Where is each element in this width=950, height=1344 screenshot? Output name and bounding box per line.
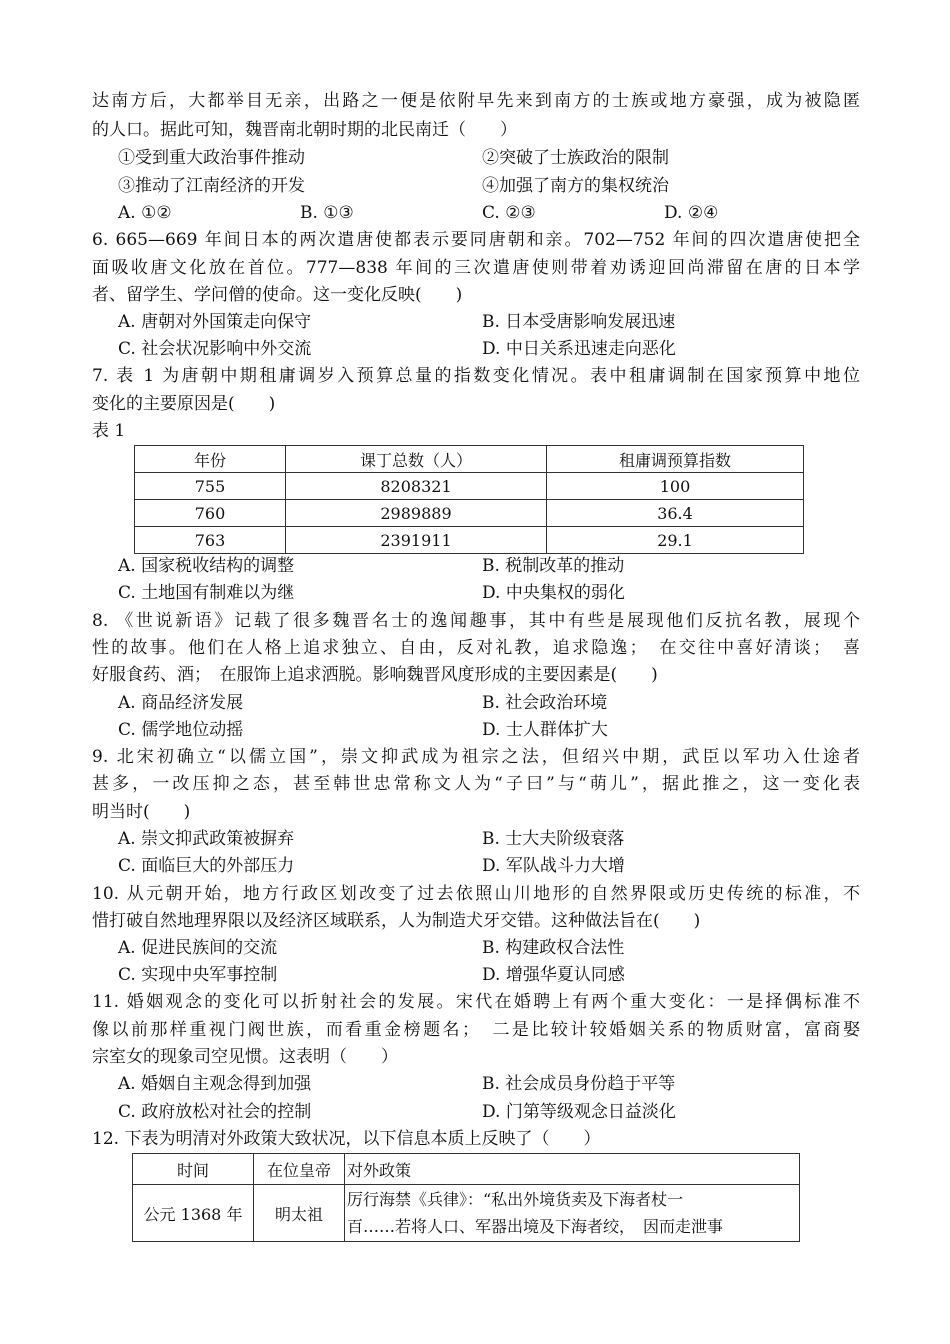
q11-option-c: C. 政府放松对社会的控制: [118, 1102, 312, 1122]
q7-table-label: 表 1: [92, 421, 126, 441]
q8-option-d: D. 士人群体扩大: [482, 720, 608, 740]
q6-option-a: A. 唐朝对外国策走向保守: [118, 312, 312, 332]
q5-item: ③推动了江南经济的开发: [118, 176, 305, 196]
q11-stem-line: 像以前那样重视门阀世族，而看重金榜题名； 二是比较计较婚姻关系的物质财富，富商娶: [92, 1020, 860, 1040]
q6-option-d: D. 中日关系迅速走向恶化: [482, 339, 676, 359]
table-row: [133, 1185, 800, 1242]
q6-option-c: C. 社会状况影响中外交流: [118, 339, 312, 359]
q9-option-c: C. 面临巨大的外部压力: [118, 856, 295, 876]
table-cell: 755: [135, 473, 286, 500]
q10-option-c: C. 实现中央军事控制: [118, 965, 278, 985]
q9-option-d: D. 军队战斗力大增: [482, 856, 625, 876]
table-cell: 公元 1368 年: [133, 1185, 254, 1242]
q9-stem-line: 9. 北宋初确立“以儒立国”，崇文抑武成为祖宗之法，但绍兴中期，武臣以军功入仕途者: [92, 747, 860, 767]
table-header-row: [133, 1154, 800, 1185]
q10-option-d: D. 增强华夏认同感: [482, 965, 625, 985]
q11-stem-line: 11. 婚姻观念的变化可以折射社会的发展。宋代在婚聘上有两个重大变化：一是择偶标准不: [92, 992, 860, 1012]
q5-item: ①受到重大政治事件推动: [118, 148, 305, 168]
q8-option-c: C. 儒学地位动摇: [118, 720, 244, 740]
table-cell: 760: [135, 500, 286, 527]
q7-option-d: D. 中央集权的弱化: [482, 583, 625, 603]
q9-option-b: B. 士大夫阶级衰落: [482, 829, 625, 849]
table-cell: 29.1: [547, 527, 804, 554]
q12-stem: 12. 下表为明清对外政策大致状况，以下信息本质上反映了（ ）: [92, 1129, 601, 1149]
q7-option-b: B. 税制改革的推动: [482, 556, 625, 576]
q10-stem-line: 惜打破自然地理界限以及经济区域联系，人为制造犬牙交错。这种做法旨在( ): [92, 911, 701, 931]
policy-line: 百……若将人口、军器出境及下海者绞， 因而走泄事: [347, 1217, 724, 1236]
table-row: [135, 500, 804, 527]
q11-stem-line: 宗室女的现象司空见惯。这表明（ ）: [92, 1047, 398, 1067]
q7-data-table: [134, 445, 804, 554]
q10-stem-line: 10. 从元朝开始，地方行政区划改变了过去依照山川地形的自然界限或历史传统的标准，不: [92, 884, 860, 904]
q5-stem-line: 达南方后，大都举目无亲，出路之一便是依附早先来到南方的士族或地方豪强，成为被隐匿: [92, 91, 860, 111]
policy-cell: [345, 1185, 800, 1242]
q9-option-a: A. 崇文抑武政策被摒弃: [118, 829, 295, 849]
table-cell: 2391911: [286, 527, 547, 554]
q5-option-d: D. ②④: [664, 203, 719, 223]
q5-item: ②突破了士族政治的限制: [482, 148, 669, 168]
q7-option-a: A. 国家税收结构的调整: [118, 556, 295, 576]
q9-stem-line: 明当时( ): [92, 802, 191, 822]
table-cell: 100: [547, 473, 804, 500]
table-header: 租庸调预算指数: [547, 446, 804, 473]
table-header: 时间: [133, 1154, 254, 1185]
table-header-row: [135, 446, 804, 473]
table-cell: 明太祖: [254, 1185, 345, 1242]
q8-option-b: B. 社会政治环境: [482, 693, 608, 713]
q9-stem-line: 甚多，一改压抑之态，甚至韩世忠常称文人为“子曰”与“萌儿”，据此推之，这一变化表: [92, 774, 860, 794]
q7-stem-line: 变化的主要原因是( ): [92, 394, 276, 414]
q6-stem-line: 面吸收唐文化放在首位。777—838 年间的三次遣唐使则带着劝诱迎回尚滞留在唐的日本学: [92, 258, 860, 278]
q6-stem-line: 6. 665—669 年间日本的两次遣唐使都表示要同唐朝和亲。702—752 年间的四次遣唐使把全: [92, 230, 860, 250]
q5-option-c: C. ②③: [482, 203, 536, 223]
q8-stem-line: 性的故事。他们在人格上追求独立、自由，反对礼教，追求隐逸； 在交往中喜好清谈； 喜: [92, 638, 860, 658]
table-row: [135, 527, 804, 554]
table-header: 对外政策: [345, 1154, 800, 1185]
q5-option-b: B. ①③: [300, 203, 354, 223]
q12-policy-table: [132, 1153, 800, 1242]
q7-stem-line: 7. 表 1 为唐朝中期租庸调岁入预算总量的指数变化情况。表中租庸调制在国家预算中地位: [92, 366, 860, 386]
policy-line: 厉行海禁《兵律》：“私出外境货卖及下海者杖一: [347, 1190, 684, 1209]
q11-option-d: D. 门第等级观念日益淡化: [482, 1102, 676, 1122]
table-cell: 763: [135, 527, 286, 554]
q5-stem-line: 的人口。据此可知，魏晋南北朝时期的北民南迁（ ）: [92, 120, 517, 140]
q5-item: ④加强了南方的集权统治: [482, 176, 669, 196]
q8-stem-line: 8. 《世说新语》记载了很多魏晋名士的逸闻趣事，其中有些是展现他们反抗名教，展现个: [92, 611, 860, 631]
q8-option-a: A. 商品经济发展: [118, 693, 244, 713]
q6-option-b: B. 日本受唐影响发展迅速: [482, 312, 676, 332]
q5-option-a: A. ①②: [118, 203, 172, 223]
q7-option-c: C. 土地国有制难以为继: [118, 583, 295, 603]
q10-option-a: A. 促进民族间的交流: [118, 938, 278, 958]
table-cell: 2989889: [286, 500, 547, 527]
table-cell: 8208321: [286, 473, 547, 500]
table-header: 在位皇帝: [254, 1154, 345, 1185]
q11-option-b: B. 社会成员身份趋于平等: [482, 1074, 676, 1094]
q8-stem-line: 好服食药、酒； 在服饰上追求洒脱。影响魏晋风度形成的主要因素是( ): [92, 665, 658, 685]
table-header: 年份: [135, 446, 286, 473]
table-row: [135, 473, 804, 500]
table-header: 课丁总数（人）: [286, 446, 547, 473]
table-cell: 36.4: [547, 500, 804, 527]
q6-stem-line: 者、留学生、学问僧的使命。这一变化反映( ): [92, 285, 463, 305]
q11-option-a: A. 婚姻自主观念得到加强: [118, 1074, 312, 1094]
q10-option-b: B. 构建政权合法性: [482, 938, 625, 958]
